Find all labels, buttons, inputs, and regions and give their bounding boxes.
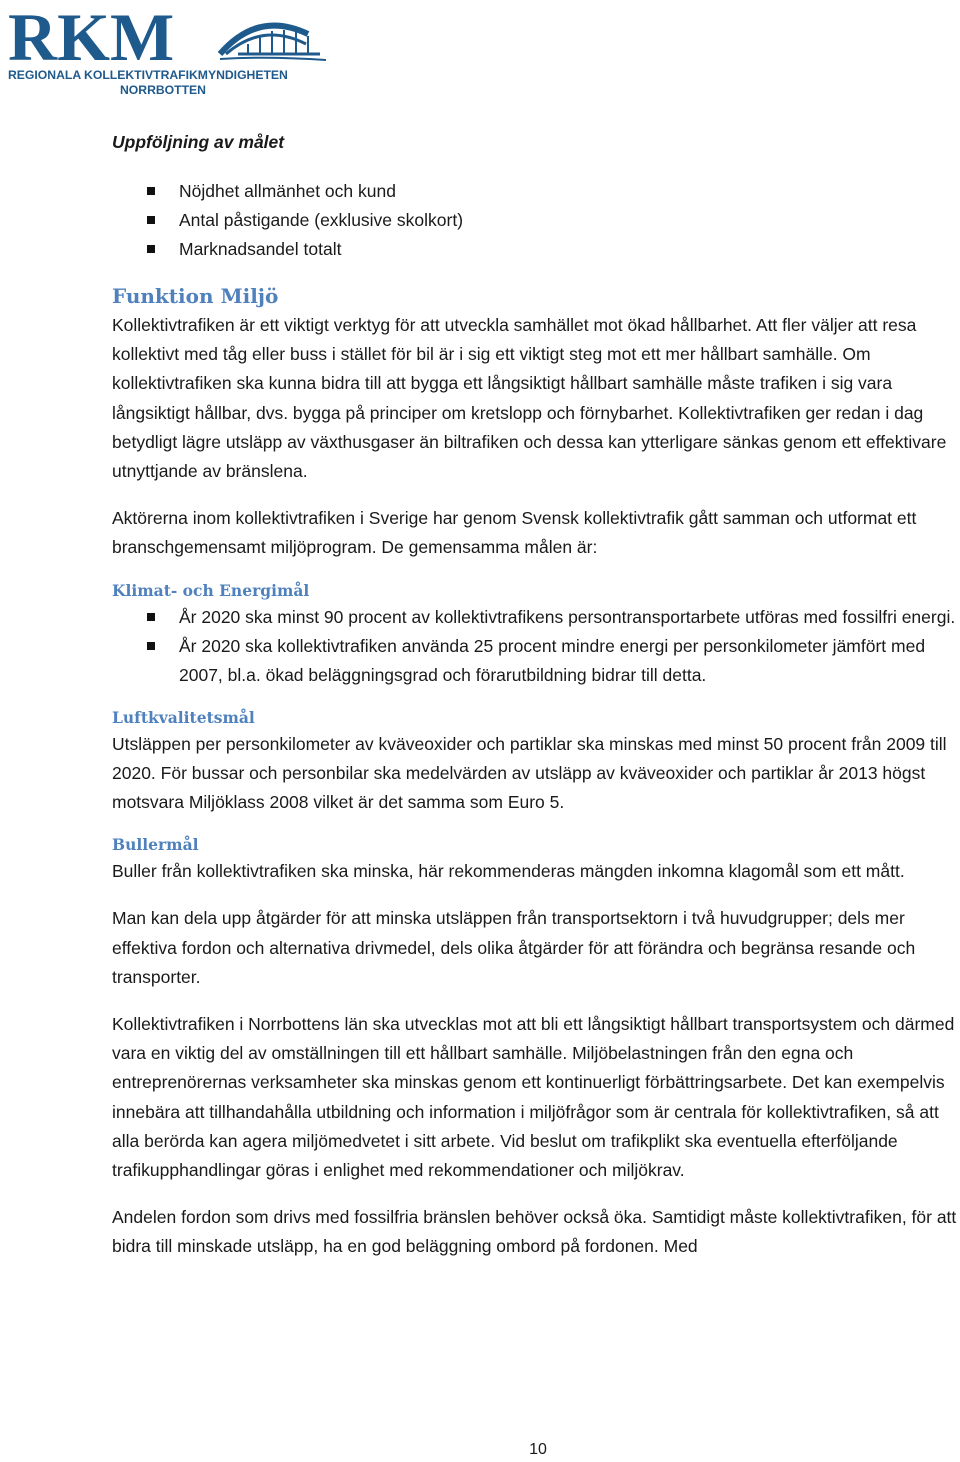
page-content bbox=[112, 128, 960, 1262]
heading-luftkvalitet: Luftkvalitetsmål bbox=[112, 707, 255, 727]
list-item: År 2020 ska kollektivtrafiken använda 25 procent mindre energi per personkilometer jämfört med 2007, bl.a. ökad beläggningsgrad och förarutbildning bidrar till detta. bbox=[179, 632, 960, 690]
uppfoljning-list bbox=[112, 177, 960, 264]
list-item: Antal påstigande (exklusive skolkort) bbox=[179, 206, 960, 235]
section-heading-uppfoljning: Uppföljning av målet bbox=[112, 132, 285, 152]
bridge-graphic bbox=[220, 26, 326, 60]
paragraph: Buller från kollektivtrafiken ska minska, här rekommenderas mängden inkomna klagomål som ett mått. bbox=[112, 861, 905, 882]
paragraph: Utsläppen per personkilometer av kväveoxider och partiklar ska minskas med minst 50 procent från 2009 till 2020. För bussar och personbilar ska medelvärden av utsläpp av kväveoxider och partiklar år 2013 högst motsvara Miljöklass 2008 vilket är det samma som Euro 5. bbox=[112, 733, 947, 813]
logo-line1: REGIONALA KOLLEKTIVTRAFIKMYNDIGHETEN bbox=[8, 68, 288, 82]
paragraph: Kollektivtrafiken i Norrbottens län ska utvecklas mot att bli ett långsiktigt hållbart transportsystem och därmed vara en viktig del av omställningen till ett hållbart samhälle. Miljöbelastningen från den egna och entreprenörernas verksamheter ska minskas genom ett kontinuerligt förbättringsarbete. Det kan exempelvis innebära att tillhandahålla utbildning och information i miljöfrågor som är centrala för kollektivtrafiken, så att alla berörda kan agera miljömedvetet i sitt arbete. Vid beslut om trafikplikt ska eventuella efterföljande trafikupphandlingar göras i enlighet med rekommendationer och miljökrav. bbox=[112, 1014, 955, 1181]
paragraph: Man kan dela upp åtgärder för att minska utsläppen från transportsektorn i två huvudgrupper; dels mer effektiva fordon och alternativa drivmedel, dels olika åtgärder för att förändra och begränsa resande och transporter. bbox=[112, 908, 916, 987]
paragraph: Kollektivtrafiken är ett viktigt verktyg för att utveckla samhället mot ökad hållbarhet. Att fler väljer att resa kollektivt med tåg eller buss i stället för bil är i sig ett viktigt steg mot ett mer hållbart samhälle. Om kollektivtrafiken ska kunna bidra till att bygga ett långsiktigt hållbart samhälle måste trafiken i sig vara långsiktigt hållbar, dvs. bygga på principer om kretslopp och förnybarhet. Kollektivtrafiken ger redan i dag betydligt lägre utsläpp av växthusgaser än biltrafiken och dessa kan ytterligare sänkas genom ett effektivare utnyttjande av bränslena. bbox=[112, 315, 947, 482]
heading-funktion-miljo: Funktion Miljö bbox=[112, 284, 279, 308]
list-item: Marknadsandel totalt bbox=[179, 235, 960, 264]
paragraph: Andelen fordon som drivs med fossilfria bränslen behöver också öka. Samtidigt måste kollektivtrafiken, för att bidra till minskade utsläpp, ha en god beläggning ombord på fordonen. Med bbox=[112, 1207, 957, 1257]
logo-line2: NORRBOTTEN bbox=[120, 83, 206, 96]
paragraph: Aktörerna inom kollektivtrafiken i Sverige har genom Svensk kollektivtrafik gått samman och utformat ett branschgemensamt miljöprogram. De gemensamma målen är: bbox=[112, 508, 917, 558]
klimat-list bbox=[112, 603, 960, 690]
page-number: 10 bbox=[529, 1441, 547, 1458]
list-item: År 2020 ska minst 90 procent av kollektivtrafikens persontransportarbete utföras med fossilfri energi. bbox=[179, 603, 960, 632]
rkm-logo bbox=[8, 4, 328, 96]
heading-buller: Bullermål bbox=[112, 835, 199, 855]
heading-klimat: Klimat- och Energimål bbox=[112, 580, 310, 600]
logo-letters: RKM bbox=[8, 4, 175, 75]
list-item: Nöjdhet allmänhet och kund bbox=[179, 177, 960, 206]
